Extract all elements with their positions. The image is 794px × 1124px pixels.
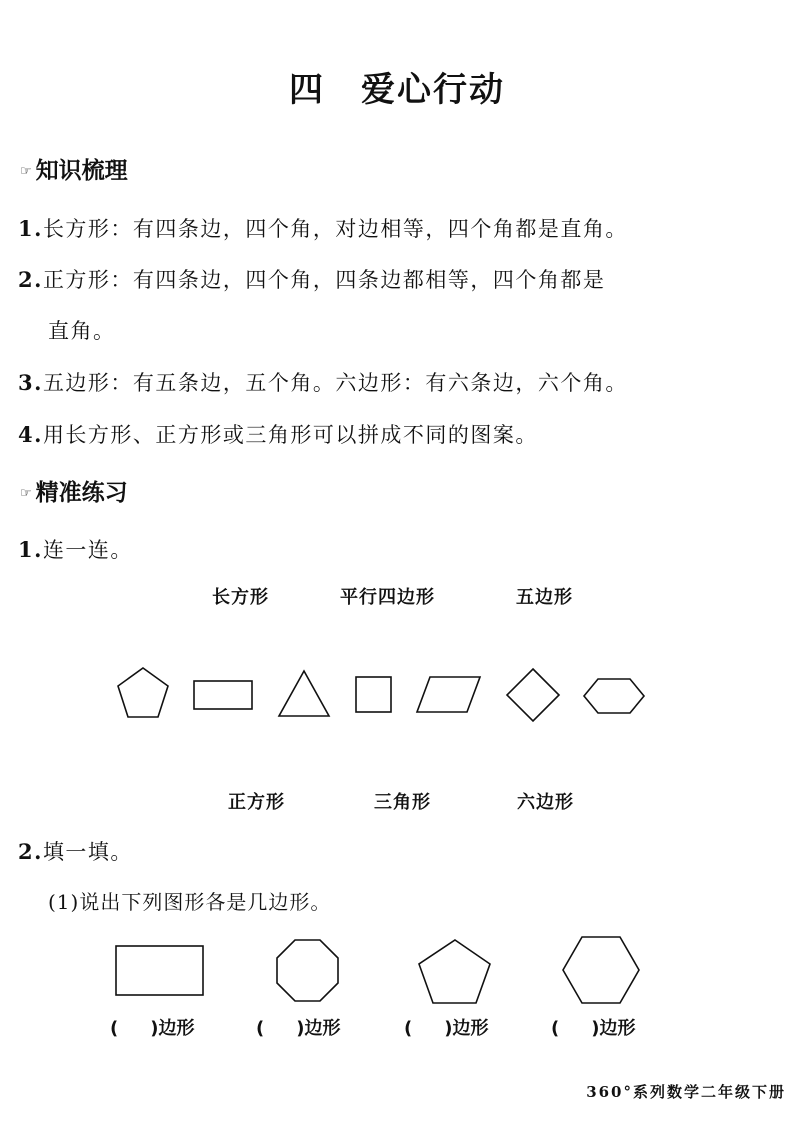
knowledge-item-2-continuation: 直角。 [48, 319, 116, 343]
exercise-2-prompt [18, 836, 133, 866]
shape-hexagon[interactable] [584, 679, 644, 713]
shape-parallelogram[interactable] [417, 677, 480, 712]
answer-blank-2[interactable] [256, 1014, 340, 1040]
open-paren: ( [404, 1018, 413, 1039]
close-label: )边形 [150, 1018, 195, 1039]
match-label-parallelogram[interactable]: 平行四边形 [340, 587, 435, 608]
shape-hexagon-2 [563, 937, 639, 1003]
pointing-hand-icon: ☞ [20, 164, 32, 179]
match-label-hexagon[interactable]: 六边形 [517, 792, 574, 813]
answer-blank-1[interactable] [110, 1014, 194, 1040]
match-label-square[interactable]: 正方形 [228, 792, 285, 813]
item-number: 4. [18, 422, 43, 447]
shape-rectangle-2 [116, 946, 203, 995]
close-label: )边形 [444, 1018, 489, 1039]
shape-triangle[interactable] [279, 671, 329, 716]
exercise-2-subquestion: (1)说出下列图形各是几边形。 [48, 890, 332, 914]
open-paren: ( [110, 1018, 119, 1039]
item-number: 2. [18, 839, 43, 864]
close-label: )边形 [591, 1018, 636, 1039]
match-label-triangle[interactable]: 三角形 [374, 792, 431, 813]
close-label: )边形 [296, 1018, 341, 1039]
shape-pentagon-2 [419, 940, 490, 1003]
open-paren: ( [256, 1018, 265, 1039]
item-text: 连一连。 [42, 538, 133, 562]
shape-rectangle[interactable] [194, 681, 252, 709]
match-label-rectangle[interactable]: 长方形 [212, 587, 269, 608]
shape-pentagon[interactable] [118, 668, 168, 717]
page-title: 四 爱心行动 [289, 70, 505, 110]
item-number: 3. [18, 370, 43, 395]
pointing-hand-icon: ☞ [20, 486, 32, 501]
answer-blank-4[interactable] [551, 1014, 635, 1040]
item-text: 填一填。 [42, 840, 133, 864]
item-text: 用长方形、正方形或三角形可以拼成不同的图案。 [42, 423, 538, 447]
item-text: 五边形：有五条边，五个角。六边形：有六条边，六个角。 [42, 371, 628, 395]
item-text: 长方形：有四条边，四个角，对边相等，四个角都是直角。 [42, 217, 628, 241]
section-knowledge-label: 知识梳理 [35, 158, 128, 184]
open-paren: ( [551, 1018, 560, 1039]
item-text: 正方形：有四条边，四个角，四条边都相等，四个角都是 [42, 268, 606, 292]
shape-octagon [277, 940, 338, 1001]
shape-square[interactable] [356, 677, 391, 712]
item-number: 1. [18, 216, 43, 241]
section-practice-label: 精准练习 [35, 480, 128, 506]
answer-blank-3[interactable] [404, 1014, 488, 1040]
item-number: 1. [18, 537, 43, 562]
match-label-pentagon[interactable]: 五边形 [516, 587, 573, 608]
item-number: 2. [18, 267, 43, 292]
shape-rhombus[interactable] [507, 669, 559, 721]
page-footer: 360°系列数学二年级下册 [586, 1083, 786, 1101]
